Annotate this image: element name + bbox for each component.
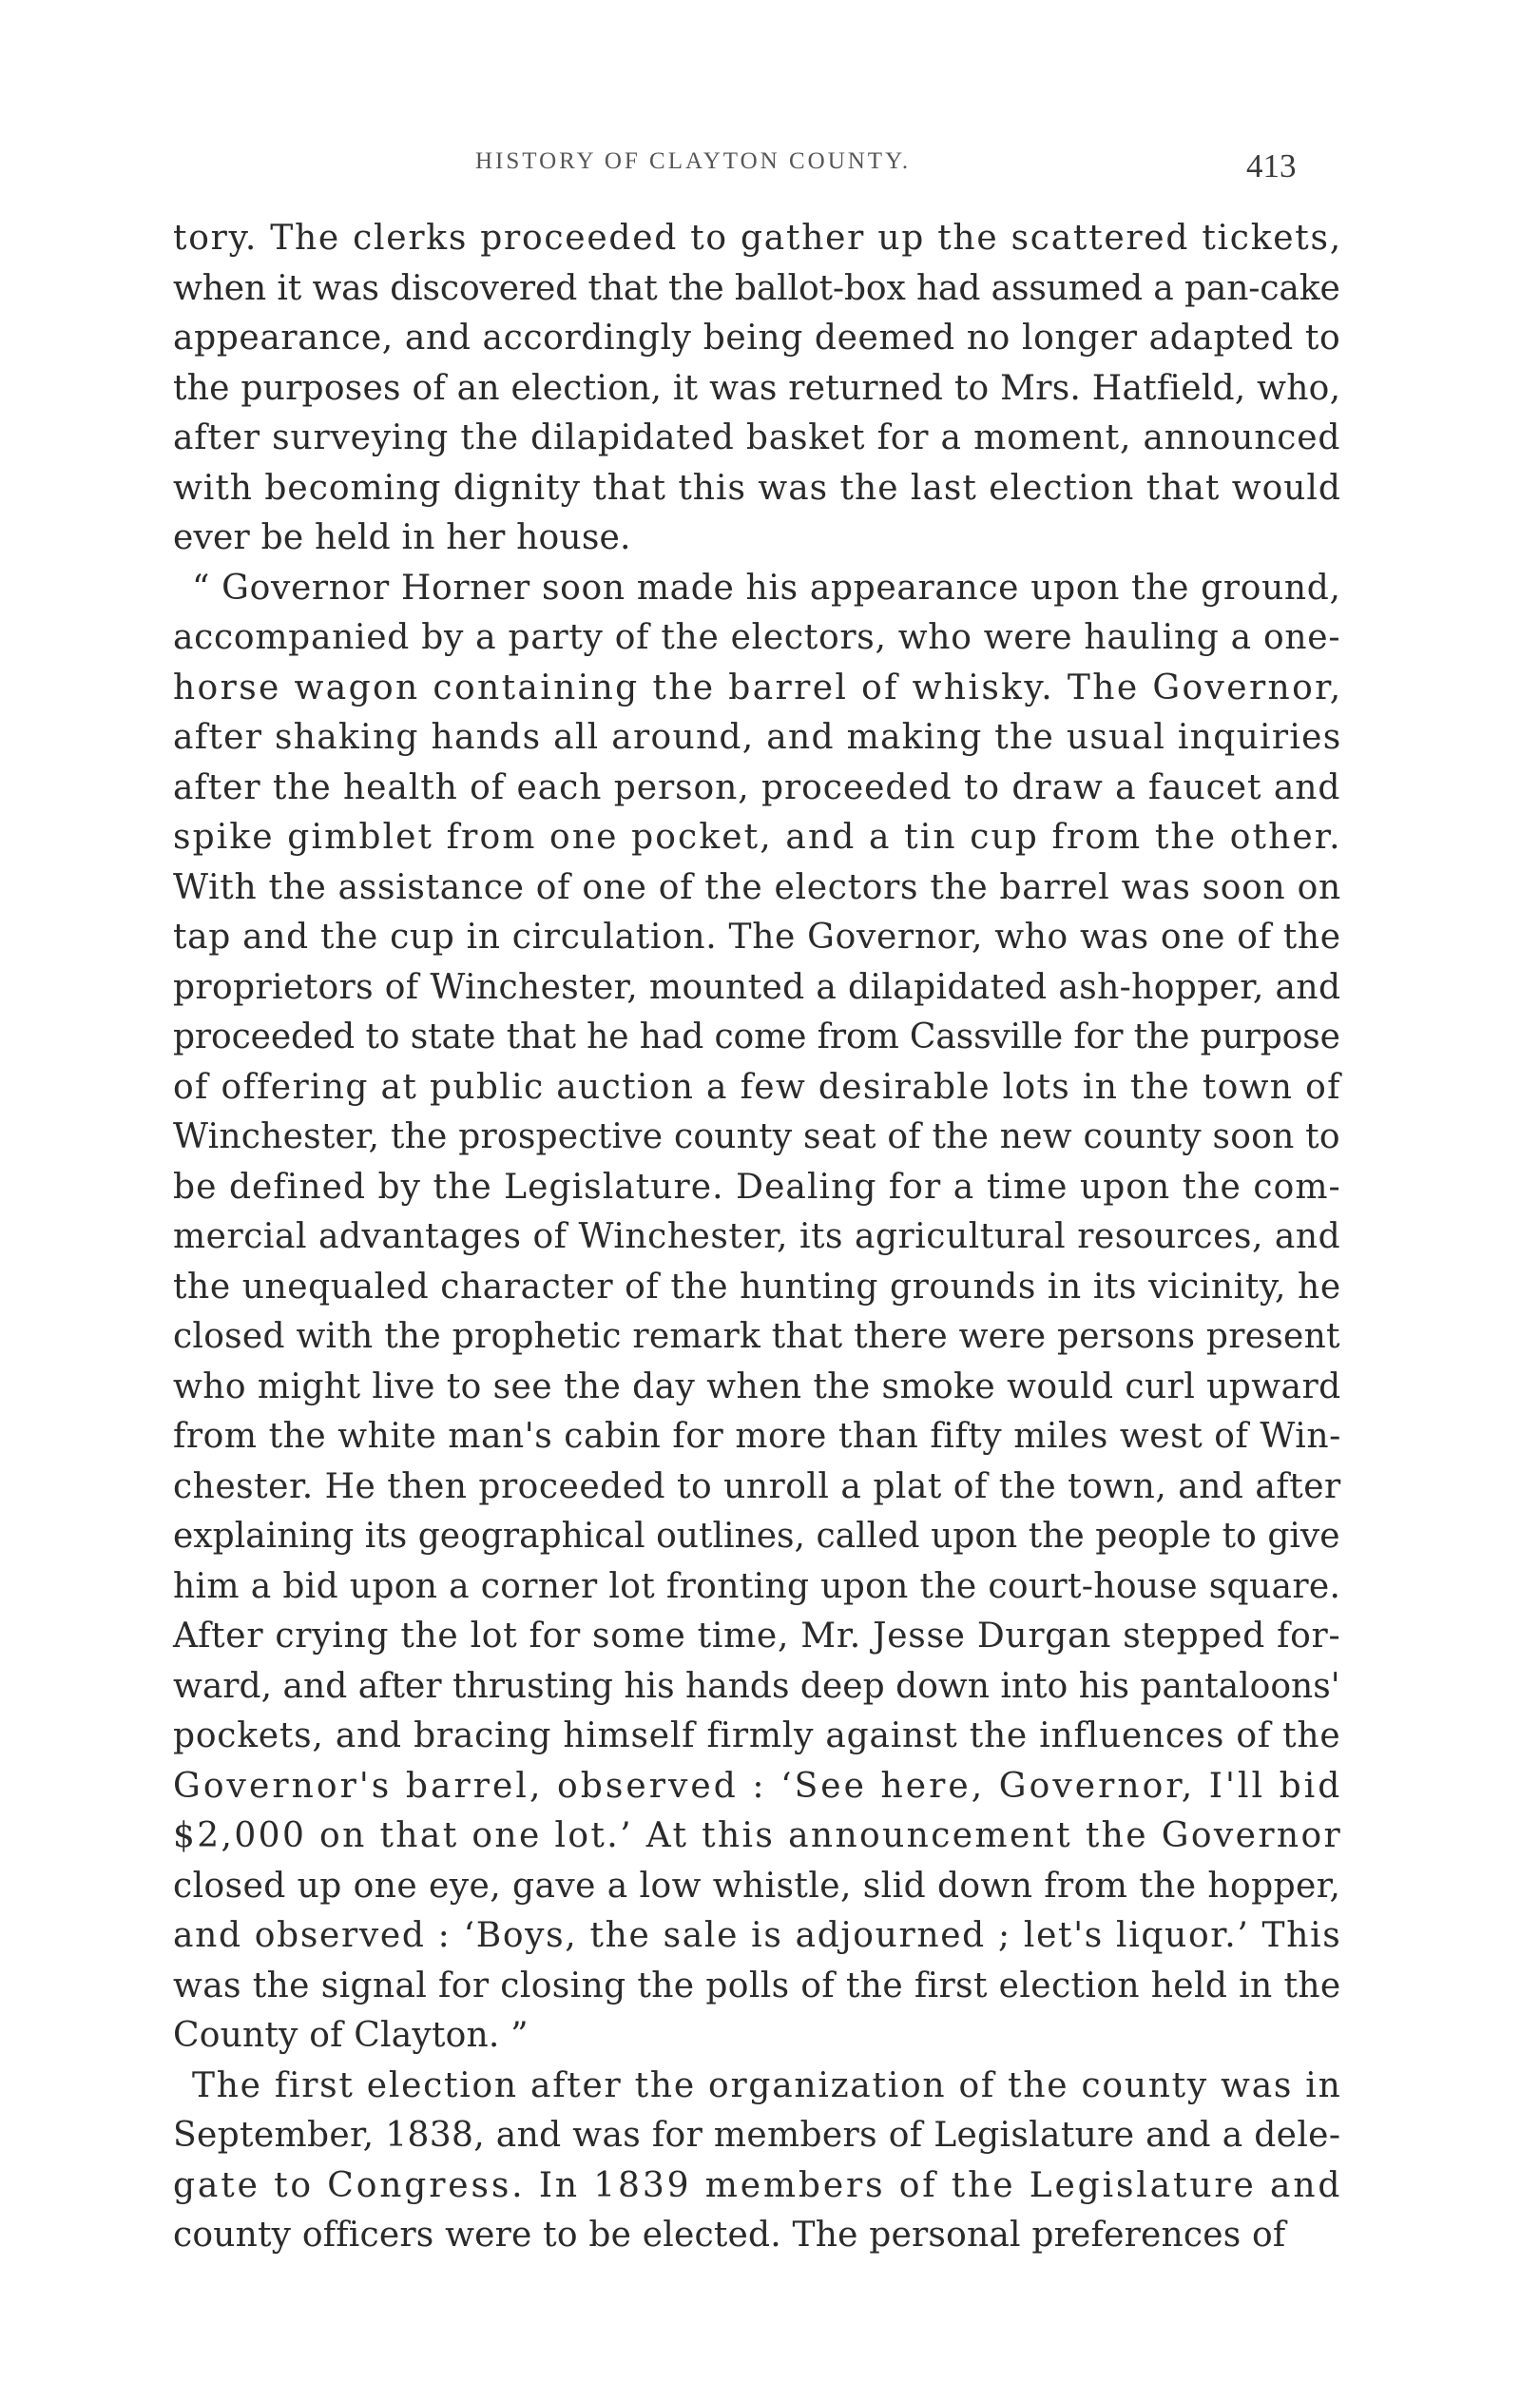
text-line: tory. The clerks proceeded to gather up the scattered tickets, bbox=[173, 219, 1342, 258]
text-line: September, 1838, and was for members of Legislature and a dele- bbox=[173, 2116, 1341, 2155]
running-head: HISTORY OF CLAYTON COUNTY. bbox=[475, 148, 912, 174]
text-line: was the signal for closing the polls of the first election held in the bbox=[173, 1966, 1341, 2005]
text-line: after surveying the dilapidated basket for a moment, announced bbox=[173, 418, 1341, 457]
text-line: gate to Congress. In 1839 members of the Legislature and bbox=[173, 2165, 1343, 2205]
text-line: Governor's barrel, observed : ‘See here, Governor, I'll bid bbox=[173, 1766, 1343, 1806]
text-line: after shaking hands all around, and making the usual inquiries bbox=[173, 718, 1342, 757]
text-line: the purposes of an election, it was returned to Mrs. Hatfield, who, bbox=[173, 368, 1341, 408]
text-line: County of Clayton. ” bbox=[173, 2016, 529, 2055]
text-line: closed up one eye, gave a low whistle, slid down from the hopper, bbox=[173, 1866, 1341, 1906]
text-line: tap and the cup in circulation. The Governor, who was one of the bbox=[173, 918, 1341, 957]
text-line: after the health of each person, proceeded to draw a faucet and bbox=[173, 767, 1341, 807]
text-line: ever be held in her house. bbox=[173, 518, 631, 557]
text-line: explaining its geographical outlines, called upon the people to give bbox=[173, 1517, 1340, 1556]
text-line: proceeded to state that he had come from Cassville for the purpose bbox=[173, 1017, 1340, 1056]
text-line: with becoming dignity that this was the last election that would bbox=[173, 468, 1341, 508]
text-line: Winchester, the prospective county seat of the new county soon to bbox=[173, 1117, 1340, 1156]
text-line: him a bid upon a corner lot fronting upon the court-house square. bbox=[173, 1566, 1341, 1606]
text-line: spike gimblet from one pocket, and a tin cup from the other. bbox=[173, 818, 1342, 857]
page-number: 413 bbox=[1246, 147, 1297, 184]
paragraph-start-line: The first election after the organization of the county was in bbox=[192, 2065, 1342, 2105]
text-line: horse wagon containing the barrel of whisky. The Governor, bbox=[173, 668, 1343, 707]
text-line: proprietors of Winchester, mounted a dilapidated ash-hopper, and bbox=[173, 967, 1341, 1007]
text-line: $2,000 on that one lot.’ At this announcement the Governor bbox=[173, 1816, 1343, 1855]
text-line: pockets, and bracing himself firmly against the influences of the bbox=[173, 1716, 1341, 1755]
text-line: who might live to see the day when the smoke would curl upward bbox=[173, 1366, 1341, 1406]
text-line: closed with the prophetic remark that there were persons present bbox=[173, 1317, 1340, 1356]
text-line: be defined by the Legislature. Dealing for a time upon the com- bbox=[173, 1167, 1341, 1207]
body-text bbox=[173, 214, 1343, 2261]
text-line: from the white man's cabin for more than fifty miles west of Win- bbox=[173, 1417, 1341, 1456]
text-line: With the assistance of one of the electors the barrel was soon on bbox=[173, 867, 1341, 907]
text-line: mercial advantages of Winchester, its agricultural resources, and bbox=[173, 1217, 1341, 1256]
text-line: appearance, and accordingly being deemed no longer adapted to bbox=[173, 319, 1341, 358]
text-line: when it was discovered that the ballot-box had assumed a pan-cake bbox=[173, 268, 1340, 308]
text-line: After crying the lot for some time, Mr. Jesse Durgan stepped for- bbox=[173, 1617, 1341, 1656]
paragraph-start-line: “ Governor Horner soon made his appearance upon the ground, bbox=[192, 568, 1341, 608]
text-line: ward, and after thrusting his hands deep down into his pantaloons' bbox=[173, 1666, 1340, 1706]
text-line: of offering at public auction a few desirable lots in the town of bbox=[173, 1067, 1341, 1107]
text-line: chester. He then proceeded to unroll a plat of the town, and after bbox=[173, 1466, 1341, 1506]
text-line: the unequaled character of the hunting grounds in its vicinity, he bbox=[173, 1267, 1341, 1307]
text-line: and observed : ‘Boys, the sale is adjourned ; let's liquor.’ This bbox=[173, 1916, 1342, 1955]
text-line: accompanied by a party of the electors, who were hauling a one- bbox=[173, 618, 1341, 657]
text-line: county officers were to be elected. The personal preferences of bbox=[173, 2216, 1286, 2255]
